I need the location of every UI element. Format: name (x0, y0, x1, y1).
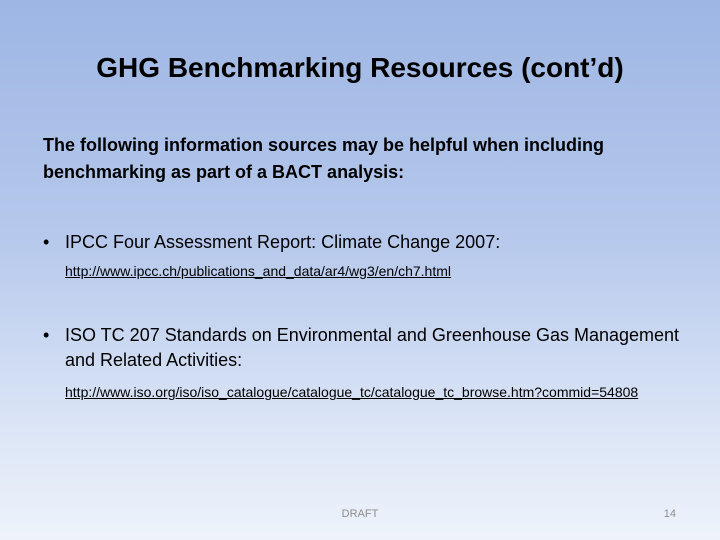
bullet-text: ISO TC 207 Standards on Environmental and Greenhouse Gas Management and Related Activities: (65, 325, 680, 370)
iso-link[interactable]: http://www.iso.org/iso/iso_catalogue/catalogue_tc/catalogue_tc_browse.htm?commid=54808 (65, 384, 639, 400)
ipcc-link[interactable]: http://www.ipcc.ch/publications_and_data/ar4/wg3/en/ch7.html (65, 263, 452, 279)
page-number: 14 (663, 508, 676, 520)
slide-title: GHG Benchmarking Resources (cont’d) (96, 52, 624, 83)
bullet-item-iso (43, 323, 683, 373)
bullet-marker: • (43, 232, 50, 252)
intro-text: The following information sources may be helpful when including benchmarking as part of a BACT analysis: (43, 135, 605, 182)
footer-draft-label: DRAFT (341, 508, 379, 520)
bullet-text: IPCC Four Assessment Report: Climate Change 2007: (65, 232, 501, 252)
bullet-marker: • (43, 325, 50, 345)
bullet-item-ipcc (43, 230, 683, 255)
